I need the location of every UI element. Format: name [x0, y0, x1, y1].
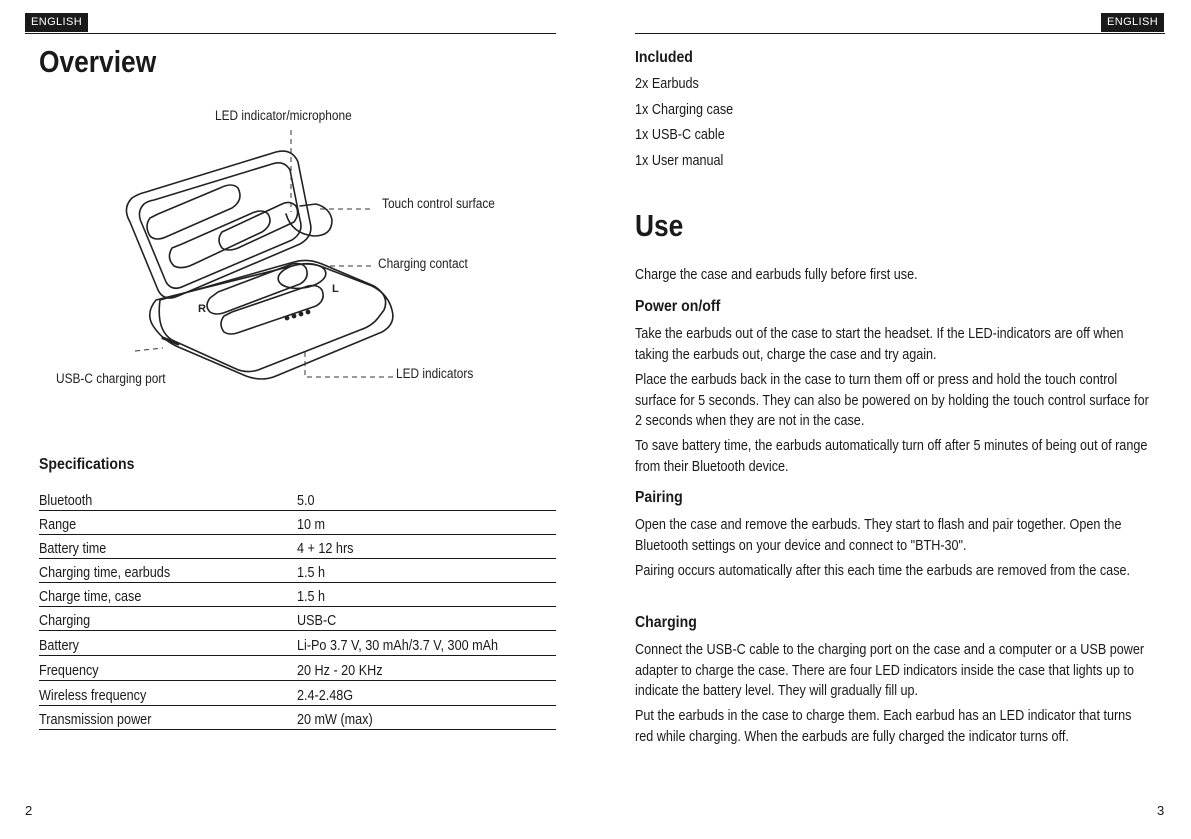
charging-paragraph-1: Connect the USB-C cable to the charging port on the case and a computer or a USB power adapter to charge the case. There are four LED indicators inside the case that lights up to indicate the battery level. They will gradually fill up. — [635, 642, 1145, 699]
header-rule-right — [635, 33, 1165, 34]
pairing-paragraph-1: Open the case and remove the earbuds. They start to flash and pair together. Open the Bluetooth settings on your device and connect to "BTH-30". — [635, 517, 1122, 554]
case-lid-outline — [126, 151, 310, 298]
spec-row: Frequency 20 Hz - 20 KHz — [39, 657, 556, 681]
label-touch-control: Touch control surface — [382, 196, 495, 211]
power-paragraph-2: Place the earbuds back in the case to turn them off or press and hold the touch control surface for 5 seconds. They can also be powered on by holding the touch control surface for 2 seconds when they are not in the case. — [635, 372, 1149, 429]
label-charging-contact: Charging contact — [378, 256, 468, 271]
page-number-left: 2 — [25, 803, 33, 818]
spec-row: Charging USB-C — [39, 607, 556, 631]
power-heading: Power on/off — [635, 298, 721, 315]
use-intro: Charge the case and earbuds fully before first use. — [635, 267, 918, 283]
language-badge-left: ENGLISH — [25, 13, 88, 32]
page-number-right: 3 — [1157, 803, 1165, 818]
leader-usb-port — [135, 348, 163, 351]
led-dot-2 — [292, 314, 295, 317]
page-title-overview: Overview — [39, 44, 157, 79]
included-item: 1x USB-C cable — [635, 127, 725, 143]
led-dot-1 — [285, 316, 288, 319]
power-paragraph-1: Take the earbuds out of the case to start the headset. If the LED-indicators are off when taking the earbuds out, charge the case and try again. — [635, 326, 1124, 363]
label-led-microphone: LED indicator/microphone — [215, 108, 352, 123]
label-usb-port: USB-C charging port — [56, 371, 166, 386]
spec-row: Bluetooth 5.0 — [39, 487, 556, 511]
language-badge-right: ENGLISH — [1101, 13, 1164, 32]
spec-row: Wireless frequency 2.4-2.48G — [39, 682, 556, 706]
included-item: 1x User manual — [635, 153, 724, 169]
case-mark-r: R — [198, 303, 206, 315]
spec-row: Charging time, earbuds 1.5 h — [39, 559, 556, 583]
included-item: 2x Earbuds — [635, 76, 699, 92]
charging-heading: Charging — [635, 614, 697, 631]
led-dot-4 — [306, 310, 309, 313]
included-item: 1x Charging case — [635, 102, 734, 118]
case-mark-l: L — [332, 283, 339, 295]
specifications-heading: Specifications — [39, 456, 135, 473]
page-title-use: Use — [635, 208, 684, 243]
led-dot-3 — [299, 312, 302, 315]
case-base-rim — [159, 260, 385, 371]
spec-row: Range 10 m — [39, 511, 556, 535]
earbuds-case-diagram — [0, 0, 600, 420]
spec-row: Transmission power 20 mW (max) — [39, 706, 556, 730]
spec-row: Battery Li-Po 3.7 V, 30 mAh/3.7 V, 300 mAh — [39, 632, 556, 656]
power-paragraph-3: To save battery time, the earbuds automatically turn off after 5 minutes of being out of range from their Bluetooth device. — [635, 438, 1148, 475]
spec-row: Battery time 4 + 12 hrs — [39, 535, 556, 559]
pairing-heading: Pairing — [635, 489, 683, 506]
leader-led-indicators — [305, 352, 393, 377]
label-led-indicators: LED indicators — [396, 366, 474, 381]
spec-row: Charge time, case 1.5 h — [39, 583, 556, 607]
pairing-paragraph-2: Pairing occurs automatically after this each time the earbuds are removed from the case. — [635, 563, 1131, 579]
charging-paragraph-2: Put the earbuds in the case to charge them. Each earbud has an LED indicator that turns red while charging. When the earbuds are fully charged the indicator turns off. — [635, 708, 1132, 745]
included-heading: Included — [635, 49, 693, 66]
